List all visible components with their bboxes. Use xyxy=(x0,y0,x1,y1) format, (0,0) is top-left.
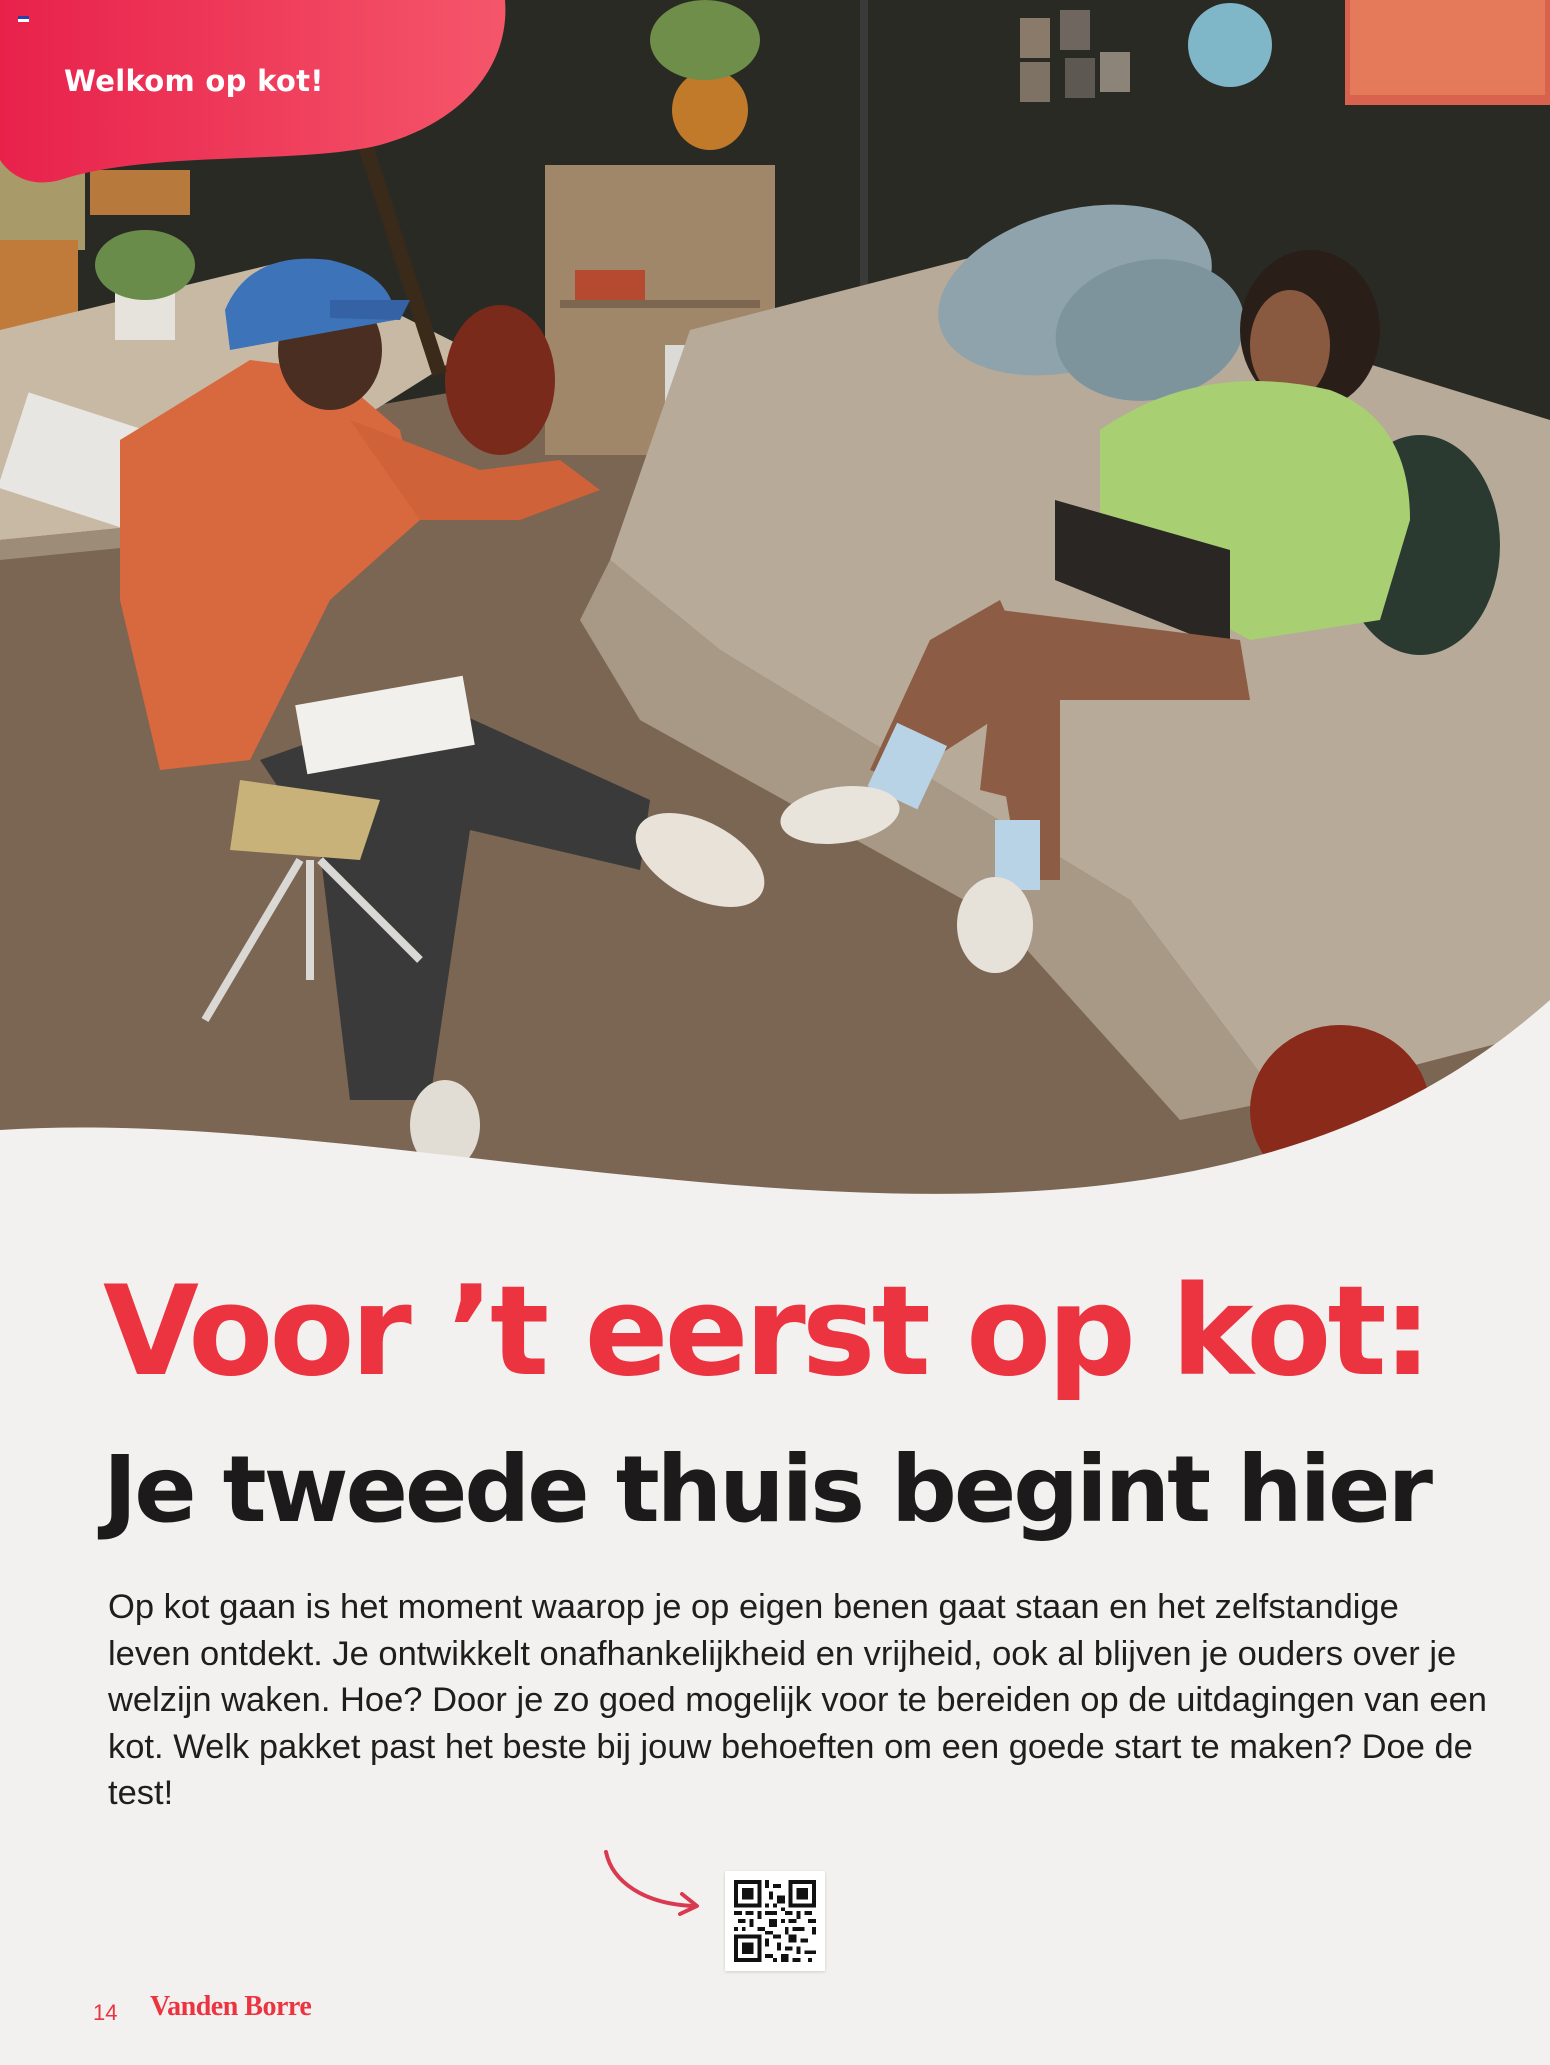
badge-title: Welkom op kot! xyxy=(64,64,324,98)
qr-code-pattern xyxy=(734,1880,816,1962)
subheadline: Je tweede thuis begint hier xyxy=(103,1436,1430,1543)
headline: Voor ’t eerst op kot: xyxy=(103,1260,1429,1404)
body-paragraph: Op kot gaan is het moment waarop je op eigen benen gaat staan en het zelfstandige leven ontdekt. Je ontwikkelt onafhankelijkheid en vrijheid, ook al blijven je ouders over je welzijn waken. Hoe? Door je zo goed mogelijk voor te bereiden op de uitdagingen van een kot. Welk pakket past het beste bij jouw behoeften om een goede start te maken? Doe de test! xyxy=(108,1588,1487,1812)
qr-code[interactable] xyxy=(725,1871,825,1971)
page-number: 14 xyxy=(93,2000,118,2025)
section-badge xyxy=(0,0,510,190)
brand-logo: Vanden Borre xyxy=(150,1991,312,2022)
flag-icon xyxy=(18,16,29,25)
curved-arrow-icon xyxy=(598,1846,708,1916)
